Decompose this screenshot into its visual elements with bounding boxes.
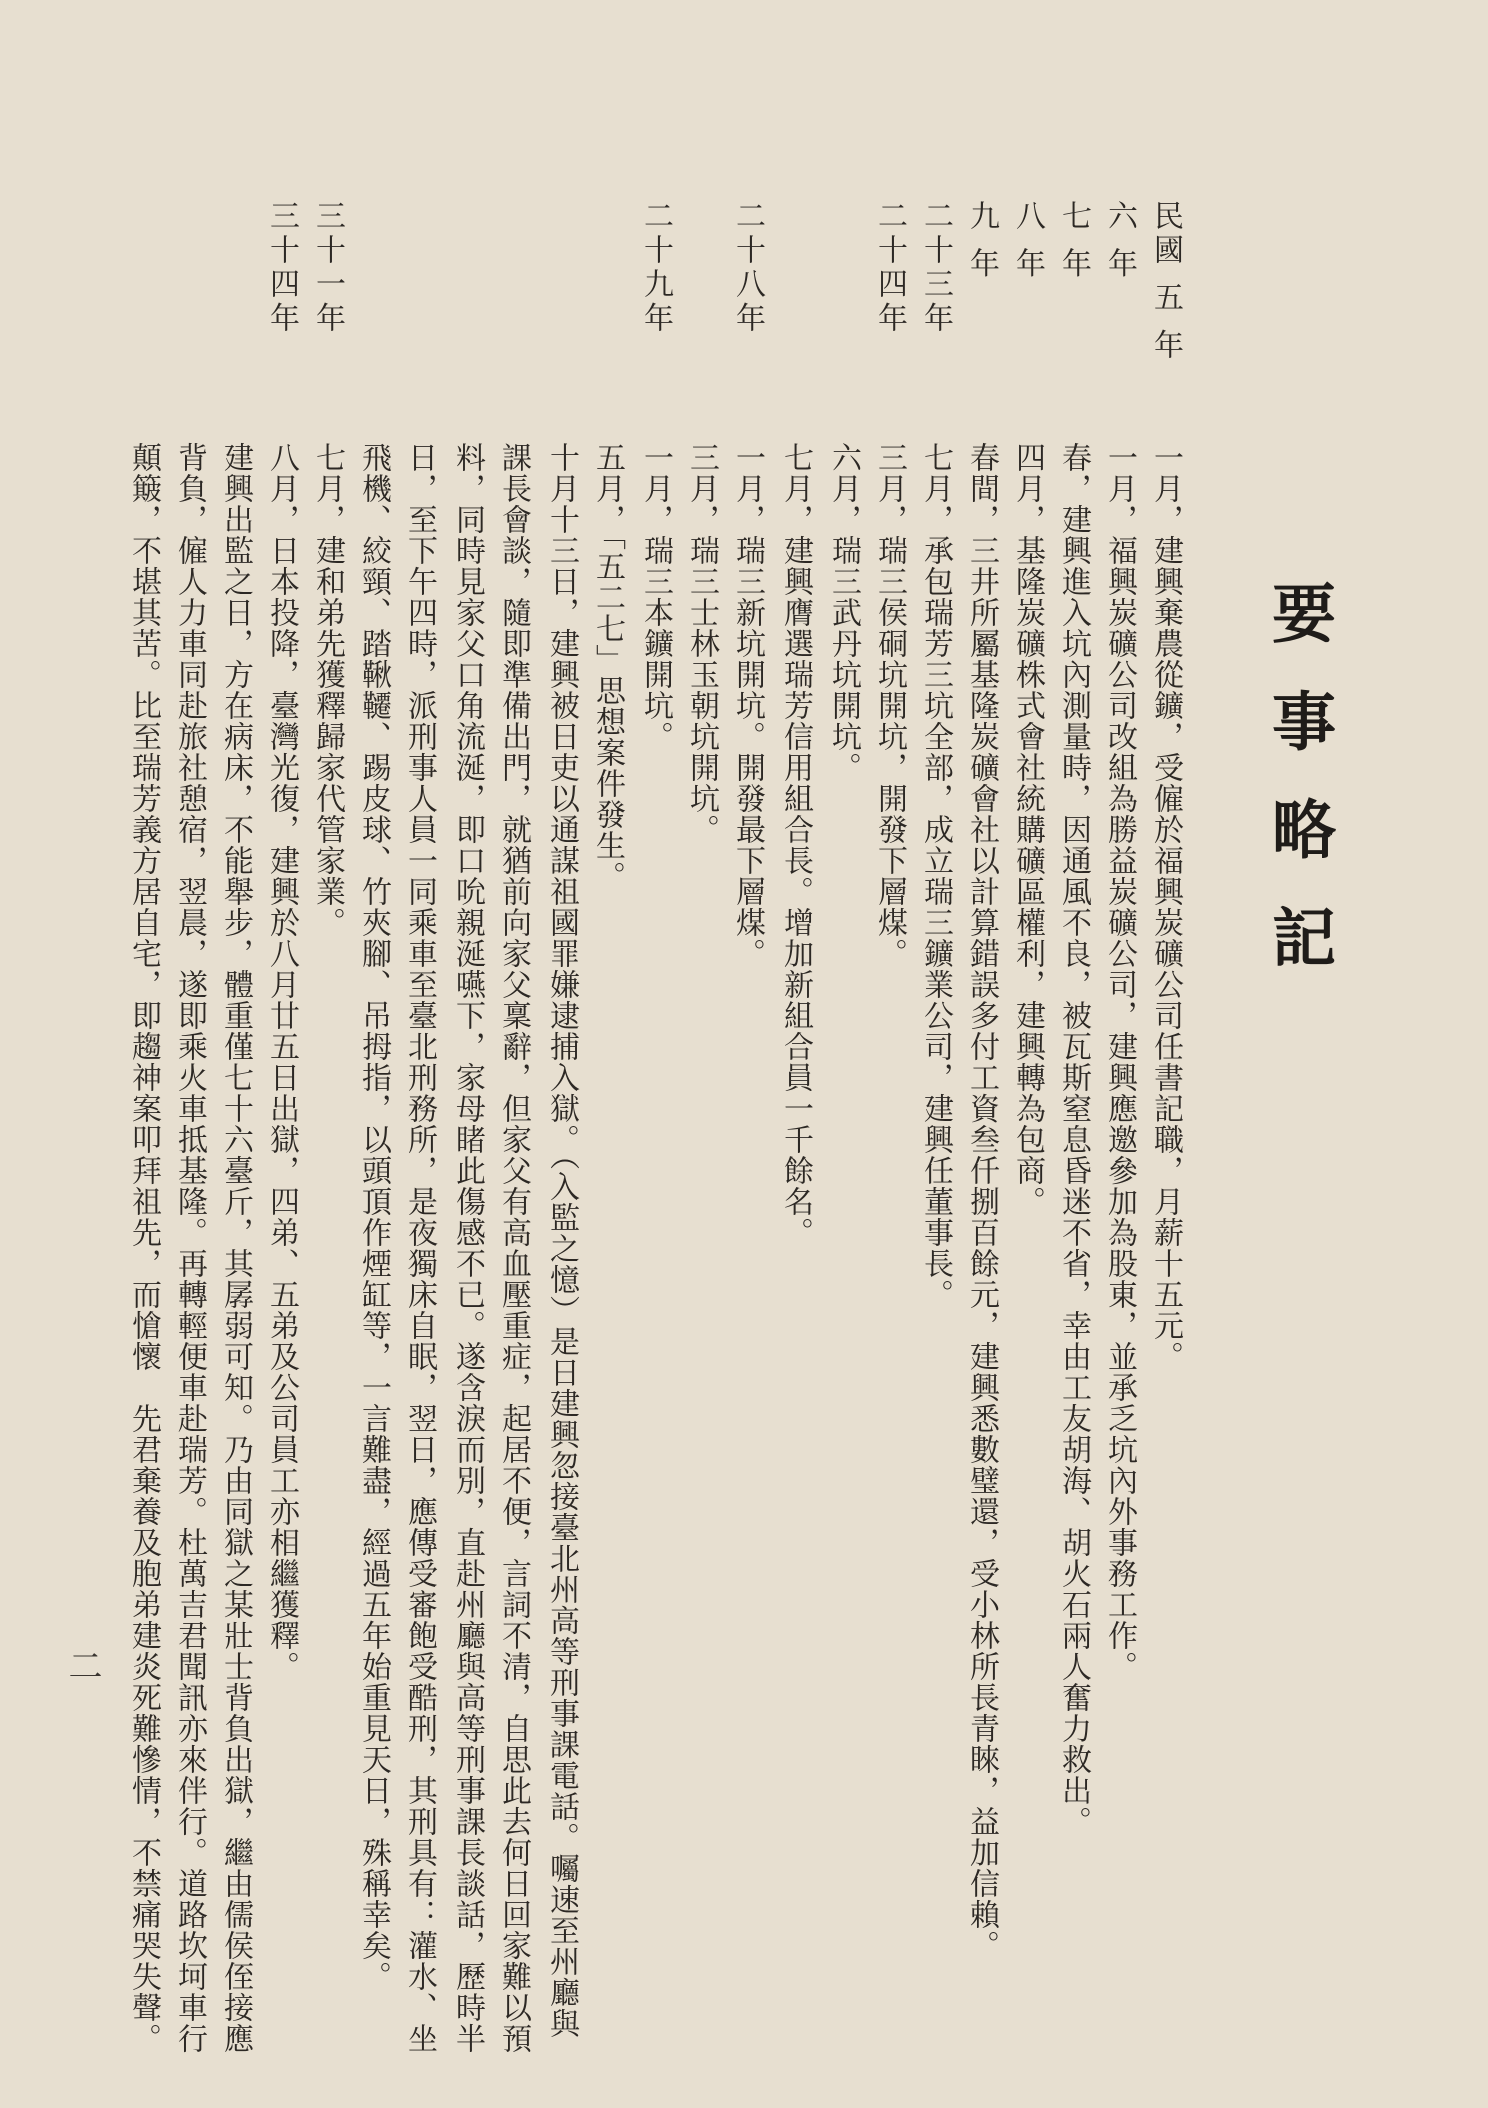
document-title: 要事略記 xyxy=(1261,580,1336,1012)
event-line: 一月，瑞三新坑開坑。開發最下層煤。 xyxy=(730,442,765,969)
event-line: 日，至下午四時，派刑事人員一同乘車至臺北刑務所，是夜獨床自眠，翌日，應傳受審飽受酷刑，其刑具有：灌水、坐 xyxy=(402,442,437,2054)
year-label: 二十三年 xyxy=(918,200,953,336)
event-line: 七月，建和弟先獲釋歸家代管家業。 xyxy=(310,442,345,938)
year-label: 三十一年 xyxy=(310,200,345,336)
event-line: 背負，僱人力車同赴旅社憩宿，翌晨，遂即乘火車抵基隆。再轉輕便車赴瑞芳。杜萬吉君聞訊亦來伴行。道路坎坷車行 xyxy=(172,442,207,2054)
event-line: 春，建興進入坑內測量時，因通風不良，被瓦斯窒息昏迷不省，幸由工友胡海、胡火石兩人奮力救出。 xyxy=(1056,442,1091,1837)
year-label: 二十四年 xyxy=(872,200,907,336)
year-label: 二十九年 xyxy=(638,200,673,336)
event-line: 七月，承包瑞芳三坑全部，成立瑞三鑛業公司，建興任董事長。 xyxy=(918,442,953,1310)
event-line: 顛簸，不堪其苦。比至瑞芳義方居自宅，即趨神案叩拜祖先，而愴懷 先君棄養及胞弟建炎死難慘情，不禁痛哭失聲。 xyxy=(126,442,161,2054)
year-label: 八 年 xyxy=(1010,200,1045,282)
page-number: 二 xyxy=(62,1648,102,1682)
year-label: 三十四年 xyxy=(264,200,299,336)
year-label: 七 年 xyxy=(1056,200,1091,282)
event-line: 五月，「五二七」思想案件發生。 xyxy=(590,442,625,892)
event-line: 三月，瑞三侯硐坑開坑，開發下層煤。 xyxy=(872,442,907,969)
year-label: 九 年 xyxy=(964,200,999,282)
event-line: 建興出監之日，方在病床，不能舉步，體重僅七十六臺斤，其孱弱可知。乃由同獄之某壯士背負出獄，繼由儒侯侄接應 xyxy=(218,442,253,2054)
event-line: 一月，建興棄農從鑛，受僱於福興炭礦公司任書記職，月薪十五元。 xyxy=(1148,442,1183,1372)
event-line: 八月，日本投降，臺灣光復，建興於八月廿五日出獄，四弟、五弟及公司員工亦相繼獲釋。 xyxy=(264,442,299,1682)
event-line: 飛機、絞頸、踏鞦韆、踢皮球、竹夾腳、吊拇指，以頭頂作煙缸等，一言難盡，經過五年始重見天日，殊稱幸矣。 xyxy=(356,442,391,1992)
event-line: 七月，建興膺選瑞芳信用組合長。增加新組合員一千餘名。 xyxy=(778,442,813,1248)
event-line: 春間，三井所屬基隆炭礦會社以計算錯誤多付工資叁仟捌百餘元，建興悉數璧還，受小林所長青睞，益加信賴。 xyxy=(964,442,999,1961)
event-line: 十月十三日，建興被日吏以通謀祖國罪嫌逮捕入獄。（入監之憶）是日建興忽接臺北州高等刑事課電話。囑速至州廳與 xyxy=(544,442,579,2039)
event-line: 三月，瑞三士林玉朝坑開坑。 xyxy=(684,442,719,845)
event-line: 一月，瑞三本鑛開坑。 xyxy=(638,442,673,752)
event-line: 課長會談，隨即準備出門，就猶前向家父稟辭，但家父有高血壓重症，起居不便，言詞不清，自思此去何日回家難以預 xyxy=(496,442,531,2054)
event-line: 料，同時見家父口角流涎，即口吮親涎嚥下，家母睹此傷感不已。遂含淚而別，直赴州廳與高等刑事課長談話，歷時半 xyxy=(450,442,485,2054)
event-line: 四月，基隆炭礦株式會社統購礦區權利，建興轉為包商。 xyxy=(1010,442,1045,1217)
year-label: 二十八年 xyxy=(730,200,765,336)
year-label: 六 年 xyxy=(1102,200,1137,282)
event-line: 一月，福興炭礦公司改組為勝益炭礦公司，建興應邀參加為股東，並承乏坑內外事務工作。 xyxy=(1102,442,1137,1682)
year-label: 民國 五 年 xyxy=(1148,200,1183,364)
event-line: 六月，瑞三武丹坑開坑。 xyxy=(826,442,861,783)
